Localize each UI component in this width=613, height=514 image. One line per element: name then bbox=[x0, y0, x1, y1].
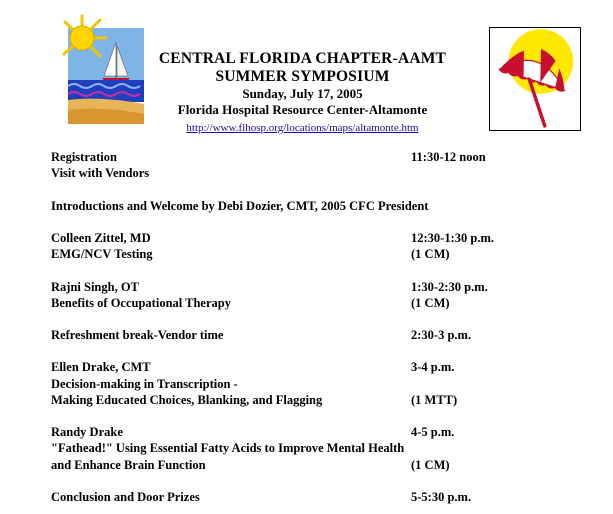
schedule-item: Decision-making in Transcription - bbox=[51, 376, 238, 391]
schedule-item: Rajni Singh, OT bbox=[51, 279, 139, 294]
schedule-spacer bbox=[51, 215, 591, 231]
schedule-item: and Enhance Brain Function bbox=[51, 457, 206, 472]
schedule-time: (1 CM) bbox=[411, 457, 450, 472]
schedule-row bbox=[51, 247, 591, 263]
schedule-time: (1 CM) bbox=[411, 247, 450, 262]
schedule-row bbox=[51, 425, 591, 441]
schedule-row bbox=[51, 328, 591, 344]
schedule-spacer bbox=[51, 409, 591, 425]
schedule-list bbox=[51, 150, 591, 506]
schedule-row bbox=[51, 231, 591, 247]
schedule-row bbox=[51, 441, 591, 457]
schedule-row bbox=[51, 360, 591, 376]
schedule-item: Ellen Drake, CMT bbox=[51, 360, 151, 375]
schedule-spacer bbox=[51, 312, 591, 328]
event-venue: Florida Hospital Resource Center-Altamonte bbox=[177, 102, 428, 117]
schedule-row bbox=[51, 150, 591, 166]
schedule-spacer bbox=[51, 474, 591, 490]
symposium-header bbox=[150, 50, 455, 136]
schedule-item: EMG/NCV Testing bbox=[51, 247, 153, 262]
schedule-row bbox=[51, 393, 591, 409]
schedule-time: 4-5 p.m. bbox=[411, 425, 455, 440]
schedule-spacer bbox=[51, 182, 591, 198]
schedule-row bbox=[51, 377, 591, 393]
venue-map-link[interactable]: http://www.flhosp.org/locations/maps/altamonte.htm bbox=[186, 122, 419, 134]
schedule-time: 1:30-2:30 p.m. bbox=[411, 279, 488, 294]
schedule-row bbox=[51, 296, 591, 312]
schedule-item: Colleen Zittel, MD bbox=[51, 230, 151, 245]
schedule-spacer bbox=[51, 344, 591, 360]
schedule-item: Making Educated Choices, Blanking, and Flagging bbox=[51, 392, 323, 407]
schedule-row bbox=[51, 458, 591, 474]
schedule-item: Visit with Vendors bbox=[51, 166, 150, 181]
schedule-item: Benefits of Occupational Therapy bbox=[51, 295, 231, 310]
schedule-row bbox=[51, 199, 591, 215]
schedule-row bbox=[51, 166, 591, 182]
schedule-time: 3-4 p.m. bbox=[411, 360, 455, 375]
schedule-time: (1 CM) bbox=[411, 295, 450, 310]
schedule-time: 12:30-1:30 p.m. bbox=[411, 230, 494, 245]
schedule-time: 5-5:30 p.m. bbox=[411, 489, 472, 504]
schedule-time: 11:30-12 noon bbox=[411, 150, 486, 164]
schedule-item: Conclusion and Door Prizes bbox=[51, 489, 200, 504]
event-date: Sunday, July 17, 2005 bbox=[242, 86, 363, 101]
schedule-item: Randy Drake bbox=[51, 425, 123, 440]
schedule-time: 2:30-3 p.m. bbox=[411, 328, 472, 343]
schedule-time: (1 MTT) bbox=[411, 392, 458, 407]
beach-sailboat-sun-clipart bbox=[60, 14, 146, 126]
schedule-item: Registration bbox=[51, 150, 117, 164]
event-title: SUMMER SYMPOSIUM bbox=[215, 68, 390, 85]
sun-beach-umbrella-clipart bbox=[489, 27, 581, 131]
schedule-item: Introductions and Welcome by Debi Dozier, CMT, 2005 CFC President bbox=[51, 198, 429, 213]
schedule-item: "Fathead!" Using Essential Fatty Acids to Improve Mental Health bbox=[51, 441, 405, 456]
chapter-title: CENTRAL FLORIDA CHAPTER-AAMT bbox=[158, 50, 447, 67]
schedule-row bbox=[51, 280, 591, 296]
schedule-row bbox=[51, 490, 591, 506]
schedule-spacer bbox=[51, 263, 591, 279]
schedule-item: Refreshment break-Vendor time bbox=[51, 328, 224, 343]
